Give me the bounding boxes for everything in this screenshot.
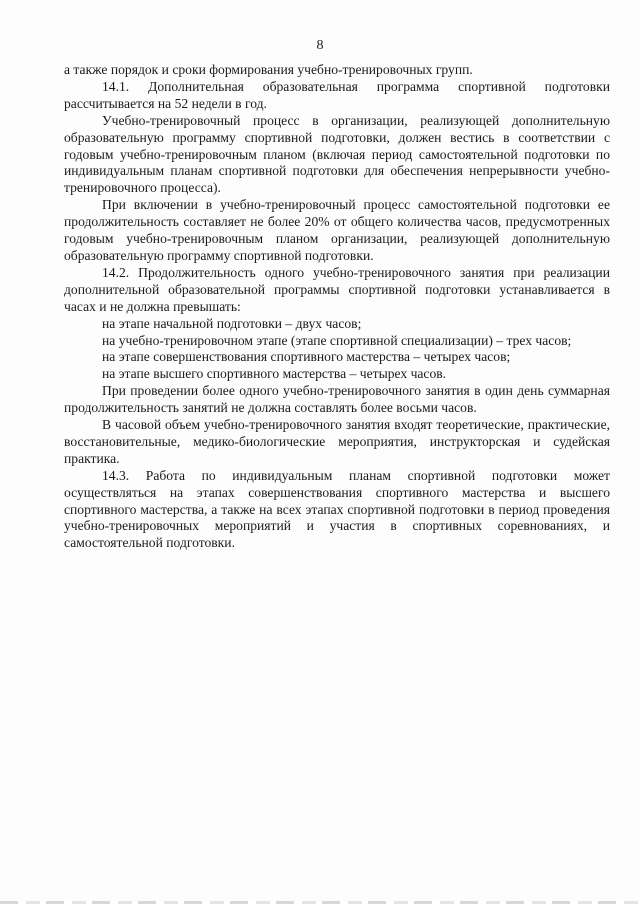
paragraph-hourly-volume: В часовой объем учебно-тренировочного занятия входят теоретические, практические, восстановительные, медико-биологические мероприятия, инструкторская и судейская практика. (64, 417, 610, 466)
list-item-training-stage: на учебно-тренировочном этапе (этапе спортивной специализации) – трех часов; (102, 332, 572, 348)
list-item-improvement-stage: на этапе совершенствования спортивного мастерства – четырех часов; (102, 349, 511, 365)
paragraph-14-3: 14.3. Работа по индивидуальным планам спортивной подготовки может осуществляться на этапах совершенствования спортивного мастерства и высшего спортивного мастерства, а также на всех этапах спортивной подготовки в период проведения учебно-тренировочных мероприятий и участия в спортивных соревнованиях, и самостоятельной подготовки. (64, 467, 610, 551)
list-item-initial-stage: на этапе начальной подготовки – двух часов; (102, 315, 362, 331)
paragraph-multiple-sessions: При проведении более одного учебно-тренировочного занятия в один день суммарная продолжительность занятий не должна составлять более восьми часов. (64, 383, 610, 416)
paragraph-training-process: Учебно-тренировочный процесс в организации, реализующей дополнительную образовательную программу спортивной подготовки, должен вестись в соответствии с годовым учебно-тренировочным планом (включая период самостоятельной подготовки по индивидуальным планам спортивной подготовки для обеспечения непрерывности учебно-тренировочного процесса). (64, 112, 610, 196)
paragraph-14-1: 14.1. Дополнительная образовательная программа спортивной подготовки рассчитывается на 52 недели в год. (64, 78, 610, 111)
document-body (64, 62, 610, 552)
paragraph-14-2: 14.2. Продолжительность одного учебно-тренировочного занятия при реализации дополнительной образовательной программы спортивной подготовки устанавливается в часах и не должна превышать: (64, 264, 610, 314)
paragraph-self-preparation: При включении в учебно-тренировочный процесс самостоятельной подготовки ее продолжительность составляет не более 20% от общего количества часов, предусмотренных годовым учебно-тренировочным планом организации, реализующей дополнительную образовательную программу спортивной подготовки. (64, 197, 610, 263)
page-number: 8 (316, 38, 324, 53)
paragraph-intro-continuation: а также порядок и сроки формирования учебно-тренировочных групп. (64, 62, 473, 77)
list-item-highest-stage: на этапе высшего спортивного мастерства – четырех часов. (102, 366, 447, 382)
